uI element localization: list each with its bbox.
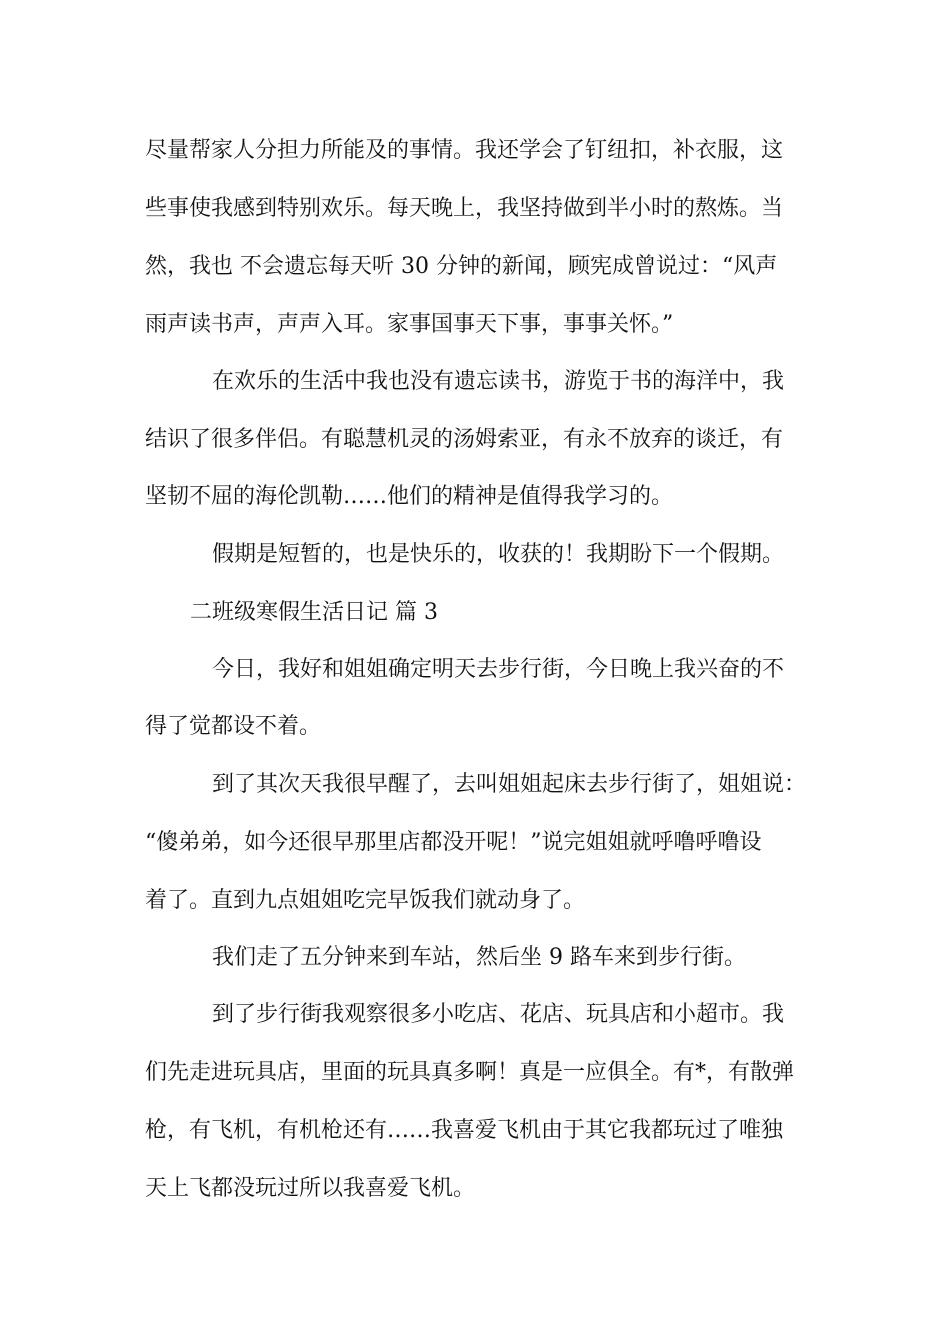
section-heading: 二班级寒假生活日记 篇 3 xyxy=(190,600,438,625)
text-line: 尽量帮家人分担力所能及的事情。我还学会了钉纽扣，补衣服，这 xyxy=(145,138,784,163)
text-line: 着了。直到九点姐姐吃完早饭我们就动身了。 xyxy=(145,888,586,913)
text-line: 得了觉都设不着。 xyxy=(145,714,322,739)
text-line: 坚韧不屈的海伦凯勒……他们的精神是值得我学习的。 xyxy=(145,484,674,509)
text-line: 枪，有飞机，有机枪还有……我喜爱飞机由于其它我都玩过了唯独 xyxy=(145,1118,784,1143)
text-line: “傻弟弟，如今还很早那里店都没开呢！”说完姐姐就呼噜呼噜设 xyxy=(145,830,762,855)
text-line: 假期是短暂的，也是快乐的，收获的！我期盼下一个假期。 xyxy=(212,542,785,567)
text-line: 雨声读书声，声声入耳。家事国事天下事，事事关怀。” xyxy=(145,312,674,337)
text-line: 结识了很多伴侣。有聪慧机灵的汤姆索亚，有永不放弃的谈迁，有 xyxy=(145,427,784,452)
text-line: 到了其次天我很早醒了，去叫姐姐起床去步行街了，姐姐说： xyxy=(212,772,807,797)
text-line: 今日，我好和姐姐确定明天去步行街，今日晚上我兴奋的不 xyxy=(212,657,785,682)
text-line: 们先走进玩具店，里面的玩具真多啊！真是一应俱全。有*，有散弹 xyxy=(145,1060,795,1085)
text-line: 到了步行街我观察很多小吃店、花店、玩具店和小超市。我 xyxy=(212,1002,785,1027)
text-line: 天上飞都没玩过所以我喜爱飞机。 xyxy=(145,1176,476,1201)
text-line: 然，我也 不会遗忘每天听 30 分钟的新闻，顾宪成曾说过：“风声 xyxy=(145,254,778,279)
text-line: 我们走了五分钟来到车站，然后坐 9 路车来到步行街。 xyxy=(212,945,746,970)
text-line: 些事使我感到特别欢乐。每天晚上，我坚持做到半小时的熬炼。当 xyxy=(145,196,784,221)
text-line: 在欢乐的生活中我也没有遗忘读书，游览于书的海洋中，我 xyxy=(212,369,785,394)
